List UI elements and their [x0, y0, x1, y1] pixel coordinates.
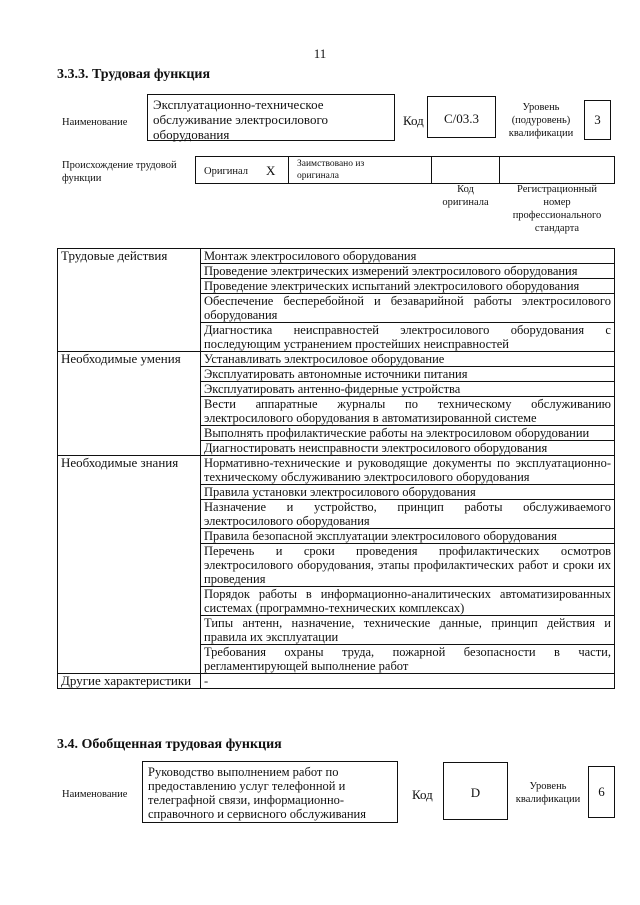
category-cell: Необходимые знания [58, 456, 201, 674]
table-row [58, 249, 615, 264]
function-name-value: Эксплуатационно-техническое обслуживание электросилового оборудования [153, 97, 328, 142]
original-mark: X [266, 163, 276, 178]
function-name-box [147, 94, 395, 141]
item-cell: Порядок работы в информационно-аналитических автоматизированных системах (программно-технических комплексах) [201, 587, 615, 616]
item-cell: Монтаж электросилового оборудования [201, 249, 615, 264]
table-row [58, 674, 615, 689]
item-cell: Эксплуатировать автономные источники питания [201, 367, 615, 382]
name-label: Наименование [62, 117, 128, 128]
item-cell: Назначение и устройство, принцип работы обслуживаемого электросилового оборудования [201, 500, 615, 529]
item-cell: Эксплуатировать антенно-фидерные устройства [201, 382, 615, 397]
borrowed-cell [288, 156, 432, 184]
table-row [58, 456, 615, 485]
item-cell: Перечень и сроки проведения профилактических осмотров электросилового оборудования, этапы профилактических работ и сроки их проведения [201, 544, 615, 587]
item-cell: Диагностировать неисправности электросилового оборудования [201, 441, 615, 456]
item-cell: Проведение электрических испытаний электросилового оборудования [201, 279, 615, 294]
reg-number-cell [499, 156, 615, 184]
item-cell: - [201, 674, 615, 689]
item-cell: Диагностика неисправностей электросилового оборудования с последующим устранением простейших неисправностей [201, 323, 615, 352]
original-label: Оригинал [204, 166, 248, 177]
name-label-34: Наименование [62, 789, 128, 800]
item-cell: Устанавливать электросиловое оборудование [201, 352, 615, 367]
item-cell: Нормативно-технические и руководящие документы по эксплуатационно-техническому обслуживанию электросилового оборудования [201, 456, 615, 485]
section-34-heading: 3.4. Обобщенная трудовая функция [57, 737, 282, 752]
code-value-34: D [470, 785, 481, 800]
code-label: Код [403, 113, 424, 128]
origin-code-caption: Код оригинала [442, 184, 489, 208]
origin-label: Происхождение трудовой функции [62, 160, 177, 184]
item-cell: Проведение электрических измерений электросилового оборудования [201, 264, 615, 279]
item-cell: Требования охраны труда, пожарной безопасности в части, регламентирующей выполнение работ [201, 645, 615, 674]
code-box [427, 96, 496, 138]
item-cell: Вести аппаратные журналы по техническому обслуживанию электросилового оборудования в автоматизированной системе [201, 397, 615, 426]
item-cell: Правила установки электросилового оборудования [201, 485, 615, 500]
level-label: Уровень (подуровень) квалификации [508, 102, 574, 139]
category-cell: Трудовые действия [58, 249, 201, 352]
level-value: 3 [594, 112, 601, 127]
category-cell: Необходимые умения [58, 352, 201, 456]
generalized-function-name-box [142, 761, 398, 823]
origin-code-cell [431, 156, 500, 184]
code-label-34: Код [412, 787, 433, 802]
level-box [584, 100, 611, 140]
labor-function-table [57, 248, 615, 689]
category-cell: Другие характеристики [58, 674, 201, 689]
generalized-function-name-value: Руководство выполнением работ по предоставлению услуг телефонной и телеграфной связи, информационно-справочного и сервисного обслуживания [148, 765, 366, 821]
original-cell [195, 156, 289, 184]
page-number: 11 [313, 46, 327, 61]
level-box-34 [588, 766, 615, 818]
item-cell: Типы антенн, назначение, технические данные, принцип действия и правила их эксплуатации [201, 616, 615, 645]
item-cell: Выполнять профилактические работы на электросиловом оборудовании [201, 426, 615, 441]
borrowed-label: Заимствовано из оригинала [297, 159, 365, 181]
level-value-34: 6 [598, 784, 605, 799]
section-333-heading: 3.3.3. Трудовая функция [57, 67, 211, 82]
code-value: C/03.3 [443, 111, 480, 126]
table-row [58, 352, 615, 367]
item-cell: Правила безопасной эксплуатации электросилового оборудования [201, 529, 615, 544]
reg-number-caption: Регистрационный номер профессионального стандарта [512, 184, 602, 234]
code-box-34 [443, 762, 508, 820]
level-label-34: Уровень квалификации [515, 781, 581, 805]
item-cell: Обеспечение бесперебойной и безаварийной работы электросилового оборудования [201, 294, 615, 323]
